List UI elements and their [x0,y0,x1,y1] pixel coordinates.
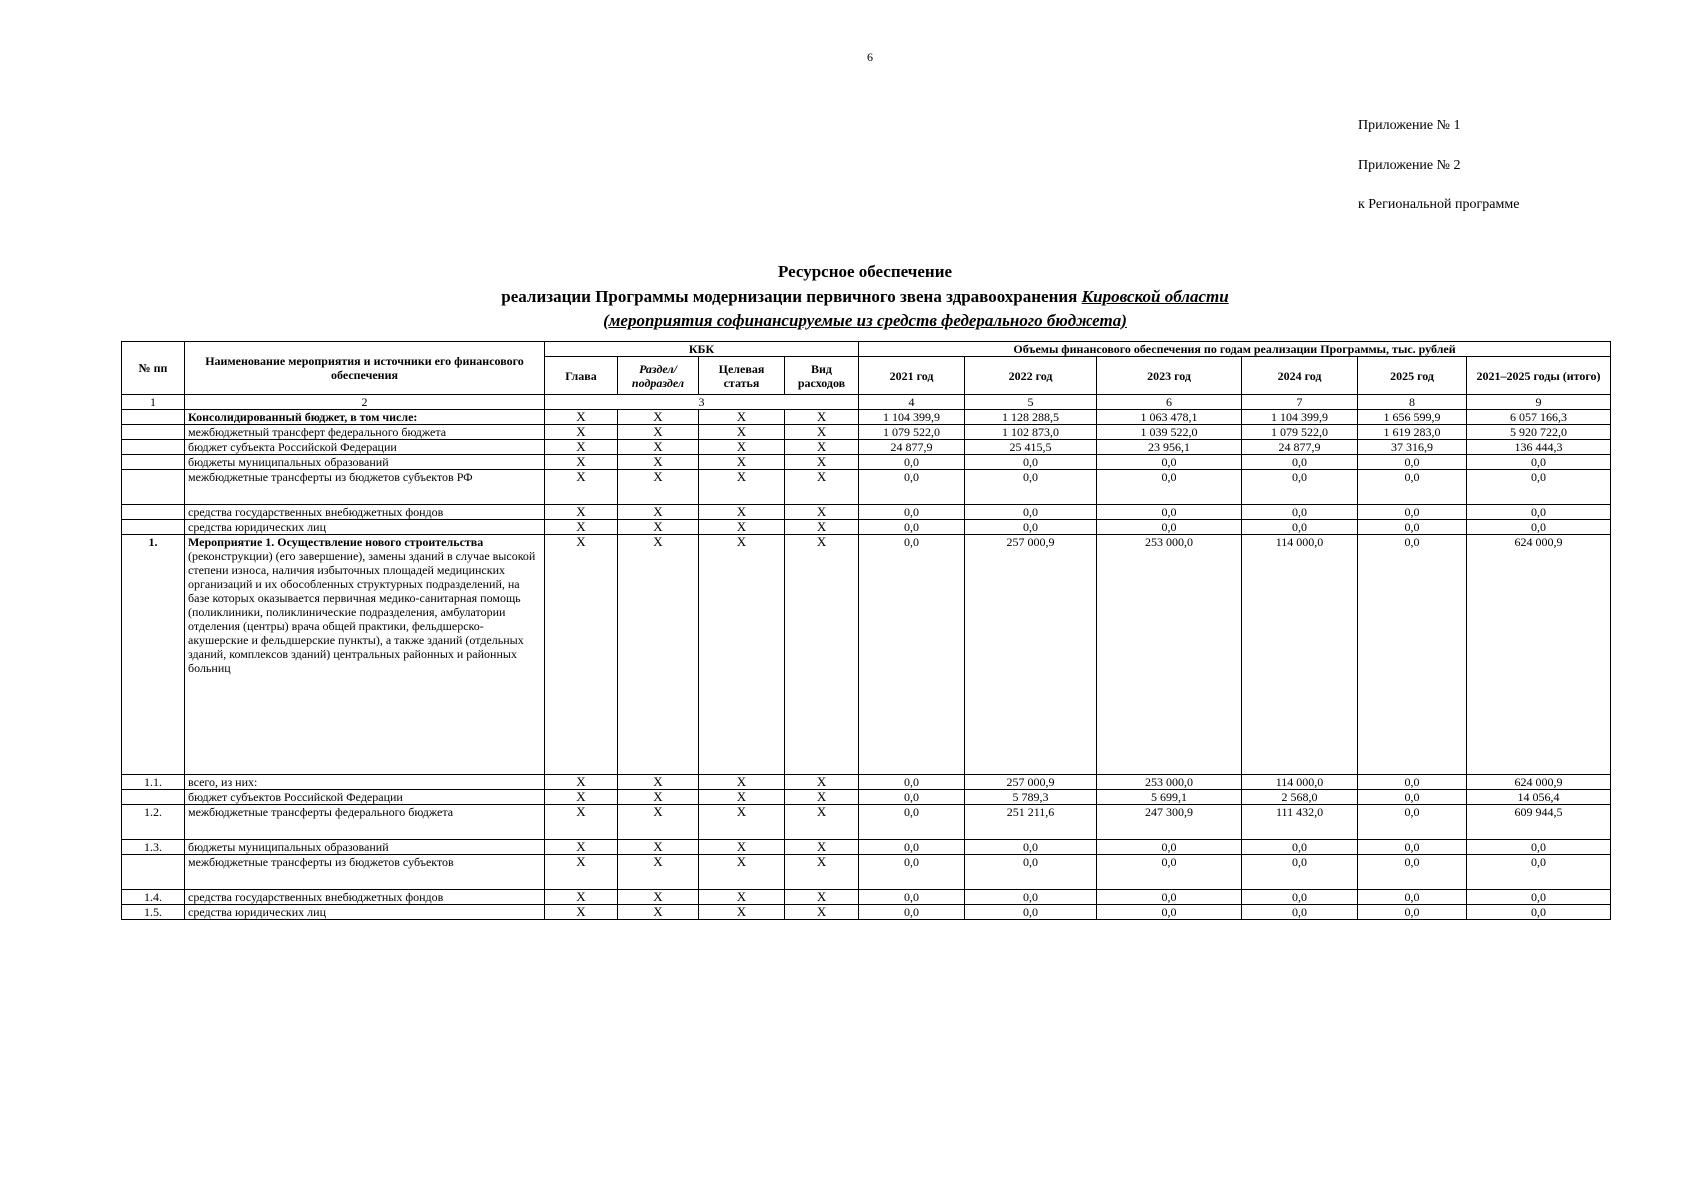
row-name: бюджеты муниципальных образований [185,455,545,470]
header-2022: 2022 год [965,357,1097,395]
row-number: 1.5. [122,905,185,920]
year-value-cell: 0,0 [1358,505,1467,520]
col-number: 1 [122,395,185,410]
kbk-cell: X [699,520,785,535]
header-2025: 2025 год [1358,357,1467,395]
row-number: 1.1. [122,775,185,790]
total-cell: 0,0 [1467,455,1611,470]
row-name: бюджеты муниципальных образований [185,840,545,855]
year-value-cell: 1 128 288,5 [965,410,1097,425]
year-value-cell: 2 568,0 [1242,790,1358,805]
header-volumes: Объемы финансового обеспечения по годам реализации Программы, тыс. рублей [859,342,1611,357]
year-value-cell: 0,0 [1097,520,1242,535]
total-cell: 0,0 [1467,855,1611,890]
year-value-cell: 0,0 [859,905,965,920]
year-value-cell: 0,0 [965,520,1097,535]
row-name: бюджет субъектов Российской Федерации [185,790,545,805]
kbk-cell: X [545,890,618,905]
year-value-cell: 0,0 [1242,840,1358,855]
document-title: Ресурсное обеспечение [777,262,953,281]
kbk-cell: X [545,840,618,855]
total-cell: 624 000,9 [1467,535,1611,775]
year-value-cell: 0,0 [1242,470,1358,505]
year-value-cell: 1 104 399,9 [859,410,965,425]
kbk-cell: X [545,440,618,455]
kbk-cell: X [545,520,618,535]
year-value-cell: 1 063 478,1 [1097,410,1242,425]
kbk-cell: X [618,905,699,920]
total-cell: 14 056,4 [1467,790,1611,805]
subtitle-region: Кировской области [1081,287,1229,306]
kbk-cell: X [545,775,618,790]
row-name: межбюджетные трансферты из бюджетов субъектов РФ [185,470,545,505]
year-value-cell: 0,0 [1358,455,1467,470]
year-value-cell: 0,0 [1242,455,1358,470]
col-number: 5 [965,395,1097,410]
row-number [122,410,185,425]
year-value-cell: 0,0 [965,505,1097,520]
row-number [122,520,185,535]
year-value-cell: 0,0 [1242,890,1358,905]
row-number: 1.2. [122,805,185,840]
kbk-cell: X [785,535,859,775]
kbk-cell: X [618,805,699,840]
col-number: 3 [545,395,859,410]
year-value-cell: 0,0 [965,905,1097,920]
col-number: 9 [1467,395,1611,410]
kbk-cell: X [618,840,699,855]
table-row [122,455,1611,470]
col-number: 4 [859,395,965,410]
total-cell: 609 944,5 [1467,805,1611,840]
kbk-cell: X [618,410,699,425]
kbk-cell: X [545,805,618,840]
kbk-cell: X [785,425,859,440]
appendix-line-1: Приложение № 1 [1358,118,1461,133]
year-value-cell: 0,0 [1097,470,1242,505]
header-2023: 2023 год [1097,357,1242,395]
resource-table [121,341,1611,920]
table-row [122,505,1611,520]
year-value-cell: 0,0 [1358,535,1467,775]
year-value-cell: 0,0 [1358,470,1467,505]
table-row [122,535,1611,775]
kbk-cell: X [618,440,699,455]
header-2021: 2021 год [859,357,965,395]
year-value-cell: 0,0 [1242,520,1358,535]
kbk-cell: X [785,455,859,470]
year-value-cell: 253 000,0 [1097,535,1242,775]
col-number: 2 [185,395,545,410]
table-row [122,790,1611,805]
kbk-cell: X [699,455,785,470]
year-value-cell: 0,0 [1097,890,1242,905]
kbk-cell: X [618,425,699,440]
header-kbk-glava: Глава [545,357,618,395]
table-row [122,890,1611,905]
kbk-cell: X [699,805,785,840]
page-number: 6 [867,50,873,64]
kbk-cell: X [618,890,699,905]
year-value-cell: 0,0 [1242,505,1358,520]
year-value-cell: 0,0 [1358,805,1467,840]
year-value-cell: 0,0 [859,805,965,840]
total-cell: 0,0 [1467,905,1611,920]
kbk-cell: X [785,805,859,840]
row-number [122,855,185,890]
table-row [122,520,1611,535]
year-value-cell: 1 656 599,9 [1358,410,1467,425]
kbk-cell: X [699,890,785,905]
kbk-cell: X [699,840,785,855]
kbk-cell: X [618,505,699,520]
table-row [122,440,1611,455]
kbk-cell: X [785,440,859,455]
year-value-cell: 1 039 522,0 [1097,425,1242,440]
year-value-cell: 1 102 873,0 [965,425,1097,440]
kbk-cell: X [699,790,785,805]
year-value-cell: 251 211,6 [965,805,1097,840]
kbk-cell: X [785,520,859,535]
year-value-cell: 0,0 [965,840,1097,855]
row-number: 1. [122,535,185,775]
total-cell: 0,0 [1467,840,1611,855]
header-kbk: КБК [545,342,859,357]
row-number [122,470,185,505]
kbk-cell: X [785,470,859,505]
year-value-cell: 0,0 [1097,505,1242,520]
year-value-cell: 1 079 522,0 [1242,425,1358,440]
row-number [122,440,185,455]
year-value-cell: 25 415,5 [965,440,1097,455]
total-cell: 0,0 [1467,470,1611,505]
header-kbk-vid: Вид расходов [785,357,859,395]
year-value-cell: 0,0 [859,455,965,470]
kbk-cell: X [699,505,785,520]
kbk-cell: X [618,470,699,505]
table-row [122,470,1611,505]
table-row [122,905,1611,920]
year-value-cell: 5 789,3 [965,790,1097,805]
year-value-cell: 0,0 [965,470,1097,505]
row-name-bold: Мероприятие 1. Осуществление нового строительства [188,535,484,549]
column-number-row [122,395,1611,410]
year-value-cell: 253 000,0 [1097,775,1242,790]
row-name: средства государственных внебюджетных фондов [185,505,545,520]
kbk-cell: X [545,505,618,520]
kbk-cell: X [699,905,785,920]
year-value-cell: 0,0 [859,535,965,775]
year-value-cell: 111 432,0 [1242,805,1358,840]
document-subtitle [120,287,1610,307]
year-value-cell: 24 877,9 [859,440,965,455]
year-value-cell: 1 104 399,9 [1242,410,1358,425]
total-cell: 5 920 722,0 [1467,425,1611,440]
year-value-cell: 257 000,9 [965,775,1097,790]
year-value-cell: 0,0 [859,775,965,790]
year-value-cell: 114 000,0 [1242,535,1358,775]
row-number [122,455,185,470]
year-value-cell: 0,0 [859,890,965,905]
year-value-cell: 0,0 [859,790,965,805]
row-number: 1.4. [122,890,185,905]
year-value-cell: 5 699,1 [1097,790,1242,805]
year-value-cell: 0,0 [1358,520,1467,535]
kbk-cell: X [618,535,699,775]
kbk-cell: X [699,535,785,775]
table-row [122,425,1611,440]
year-value-cell: 0,0 [1097,905,1242,920]
kbk-cell: X [785,410,859,425]
year-value-cell: 24 877,9 [1242,440,1358,455]
kbk-cell: X [785,905,859,920]
kbk-cell: X [699,775,785,790]
total-cell: 0,0 [1467,520,1611,535]
total-cell: 6 057 166,3 [1467,410,1611,425]
header-num: № пп [122,342,185,395]
year-value-cell: 0,0 [859,505,965,520]
kbk-cell: X [545,470,618,505]
year-value-cell: 114 000,0 [1242,775,1358,790]
row-name: средства государственных внебюджетных фондов [185,890,545,905]
kbk-cell: X [545,790,618,805]
year-value-cell: 0,0 [1097,840,1242,855]
year-value-cell: 0,0 [859,470,965,505]
header-kbk-razdel: Раздел/ подраздел [618,357,699,395]
year-value-cell: 0,0 [1358,855,1467,890]
year-value-cell: 257 000,9 [965,535,1097,775]
row-name [185,535,545,775]
year-value-cell: 0,0 [1097,855,1242,890]
row-name: средства юридических лиц [185,520,545,535]
table-row [122,855,1611,890]
year-value-cell: 0,0 [965,455,1097,470]
row-name: бюджет субъекта Российской Федерации [185,440,545,455]
row-name: межбюджетный трансферт федерального бюджета [185,425,545,440]
year-value-cell: 23 956,1 [1097,440,1242,455]
header-total: 2021–2025 годы (итого) [1467,357,1611,395]
kbk-cell: X [618,520,699,535]
total-cell: 0,0 [1467,505,1611,520]
document-subtitle-note: (мероприятия софинансируемые из средств федерального бюджета) [603,311,1127,330]
kbk-cell: X [699,855,785,890]
year-value-cell: 1 079 522,0 [859,425,965,440]
year-value-cell: 247 300,9 [1097,805,1242,840]
year-value-cell: 0,0 [1358,840,1467,855]
table-row [122,840,1611,855]
header-name: Наименование мероприятия и источники его финансового обеспечения [185,342,545,395]
col-number: 8 [1358,395,1467,410]
row-name: всего, из них: [185,775,545,790]
header-kbk-statya: Целевая статья [699,357,785,395]
kbk-cell: X [545,905,618,920]
kbk-cell: X [699,410,785,425]
year-value-cell: 0,0 [1097,455,1242,470]
kbk-cell: X [545,425,618,440]
kbk-cell: X [785,790,859,805]
kbk-cell: X [785,840,859,855]
table-body [122,410,1611,920]
kbk-cell: X [699,440,785,455]
row-name: Консолидированный бюджет, в том числе: [185,410,545,425]
total-cell: 624 000,9 [1467,775,1611,790]
year-value-cell: 37 316,9 [1358,440,1467,455]
year-value-cell: 0,0 [859,520,965,535]
total-cell: 0,0 [1467,890,1611,905]
kbk-cell: X [618,790,699,805]
subtitle-text: реализации Программы модернизации первичного звена здравоохранения [501,287,1082,306]
year-value-cell: 0,0 [1358,905,1467,920]
kbk-cell: X [785,890,859,905]
kbk-cell: X [545,535,618,775]
col-number: 7 [1242,395,1358,410]
kbk-cell: X [618,775,699,790]
year-value-cell: 0,0 [1358,790,1467,805]
year-value-cell: 1 619 283,0 [1358,425,1467,440]
kbk-cell: X [699,470,785,505]
row-number [122,790,185,805]
row-name: средства юридических лиц [185,905,545,920]
year-value-cell: 0,0 [1242,905,1358,920]
kbk-cell: X [618,455,699,470]
table-row [122,805,1611,840]
header-row-1 [122,342,1611,357]
kbk-cell: X [618,855,699,890]
header-2024: 2024 год [1242,357,1358,395]
appendix-line-2: Приложение № 2 [1358,158,1461,173]
row-number [122,425,185,440]
year-value-cell: 0,0 [1358,775,1467,790]
row-number: 1.3. [122,840,185,855]
row-number [122,505,185,520]
kbk-cell: X [785,775,859,790]
total-cell: 136 444,3 [1467,440,1611,455]
kbk-cell: X [699,425,785,440]
year-value-cell: 0,0 [1358,890,1467,905]
year-value-cell: 0,0 [965,890,1097,905]
year-value-cell: 0,0 [965,855,1097,890]
year-value-cell: 0,0 [1242,855,1358,890]
row-name: межбюджетные трансферты из бюджетов субъектов [185,855,545,890]
col-number: 6 [1097,395,1242,410]
kbk-cell: X [545,410,618,425]
row-name: межбюджетные трансферты федерального бюджета [185,805,545,840]
kbk-cell: X [545,855,618,890]
table-row [122,775,1611,790]
year-value-cell: 0,0 [859,840,965,855]
appendix-line-3: к Региональной программе [1358,197,1520,212]
table-row [122,410,1611,425]
kbk-cell: X [785,505,859,520]
row-name-rest: (реконструкции) (его завершение), замены зданий в случае высокой степени износа, наличия избыточных площадей медицинских организаций и их обособленных структурных подразделений, на базе которых оказывается первичная медико-санитарная помощь (поликлиники, поликлинические подразделения, амбулатории отделения (центры) врача общей практики, фельдшерско-акушерские и фельдшерские пункты), а также зданий (отдельных зданий, комплексов зданий) центральных районных и районных больниц [188,549,536,675]
year-value-cell: 0,0 [859,855,965,890]
kbk-cell: X [785,855,859,890]
kbk-cell: X [545,455,618,470]
